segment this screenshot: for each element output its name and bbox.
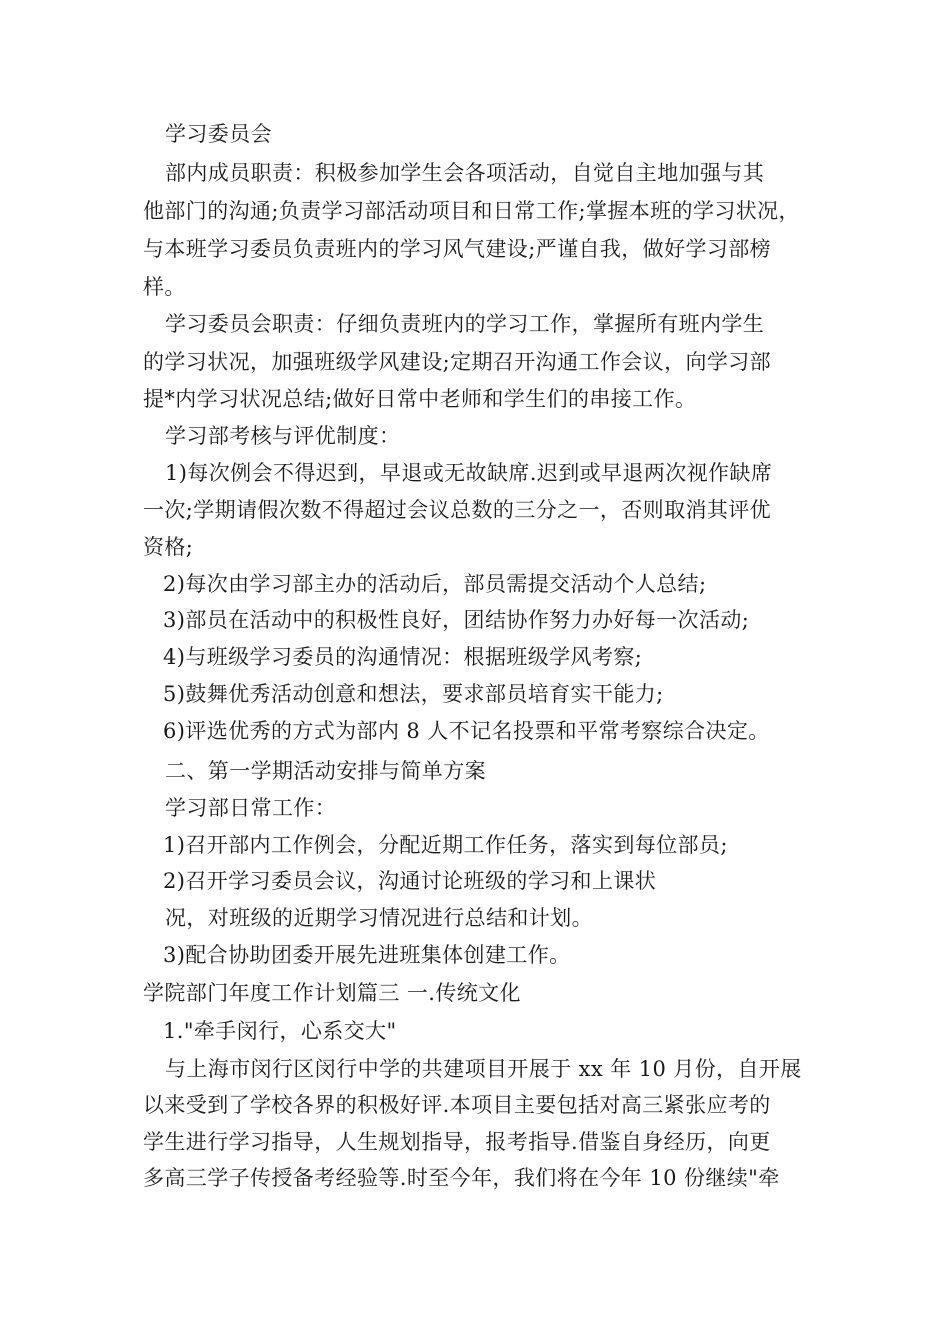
- text-line: 多高三学子传授备考经验等.时至今年，我们将在今年 10 份继续"牵: [143, 1166, 780, 1190]
- text-line: 部内成员职责：积极参加学生会各项活动，自觉自主地加强与其: [165, 161, 765, 185]
- text-line: 一次;学期请假次数不得超过会议总数的三分之一，否则取消其评优: [143, 498, 772, 522]
- text-line: 他部门的沟通;负责学习部活动项目和日常工作;掌握本班的学习状况，: [143, 199, 800, 223]
- text-line: 学生进行学习指导，人生规划指导，报考指导.借鉴自身经历，向更: [143, 1130, 771, 1154]
- section-heading: 学习部考核与评优制度：: [165, 424, 401, 448]
- text-line: 学习委员会职责：仔细负责班内的学习工作，掌握所有班内学生: [165, 312, 765, 336]
- list-item: 2)召开学习委员会议，沟通讨论班级的学习和上课状: [163, 869, 657, 893]
- list-item: 5)鼓舞优秀活动创意和想法，要求部员培育实干能力;: [163, 682, 664, 706]
- section-heading: 学习部日常工作：: [165, 796, 337, 820]
- text-line: 况，对班级的近期学习情况进行总结和计划。: [165, 906, 593, 930]
- list-item: 3)部员在活动中的积极性良好，团结协作努力办好每一次活动;: [163, 608, 750, 632]
- text-line: 样。: [143, 275, 186, 299]
- text-line: 提*内学习状况总结;做好日常中老师和学生们的串接工作。: [143, 387, 697, 411]
- section-heading: 二、第一学期活动安排与简单方案: [165, 759, 486, 783]
- text-line: 以来受到了学校各界的积极好评.本项目主要包括对高三紧张应考的: [143, 1093, 771, 1117]
- chapter-heading: 学院部门年度工作计划篇三 一.传统文化: [143, 981, 521, 1005]
- text-line: 的学习状况，加强班级学风建设;定期召开沟通工作会议，向学习部: [143, 350, 772, 374]
- list-item: 3)配合协助团委开展先进班集体创建工作。: [163, 943, 571, 967]
- section-heading: 学习委员会: [165, 122, 272, 146]
- text-line: 与本班学习委员负责班内的学习风气建设;严谨自我，做好学习部榜: [143, 237, 772, 261]
- list-item: 1)召开部内工作例会，分配近期工作任务，落实到每位部员;: [163, 833, 728, 857]
- text-line: 资格;: [143, 535, 194, 559]
- list-item: 4)与班级学习委员的沟通情况：根据班级学风考察;: [163, 645, 643, 669]
- list-item: 2)每次由学习部主办的活动后，部员需提交活动个人总结;: [163, 572, 707, 596]
- list-item: 1)每次例会不得迟到，早退或无故缺席.迟到或早退两次视作缺席: [165, 461, 773, 485]
- subsection-heading: 1."牵手闵行，心系交大": [163, 1019, 397, 1043]
- list-item: 6)评选优秀的方式为部内 8 人不记名投票和平常考察综合决定。: [163, 719, 770, 743]
- text-line: 与上海市闵行区闵行中学的共建项目开展于 xx 年 10 月份，自开展: [165, 1057, 802, 1081]
